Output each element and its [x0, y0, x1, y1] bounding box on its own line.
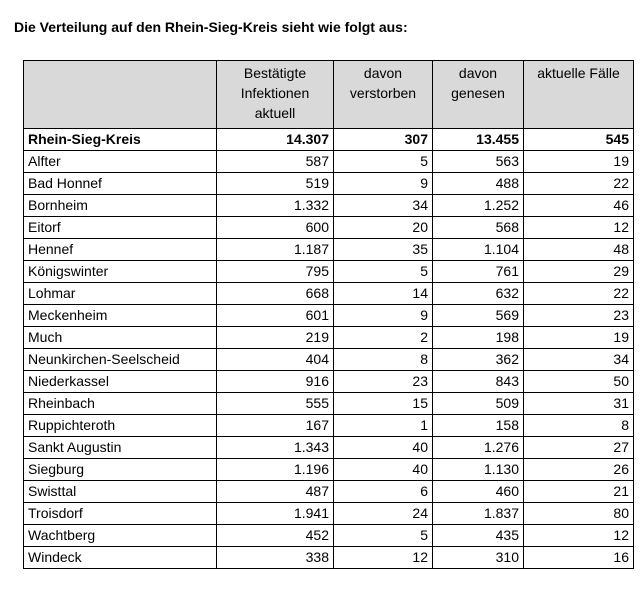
- table-row: [24, 393, 634, 415]
- cell-active: 19: [524, 151, 634, 173]
- cell-confirmed: 14.307: [217, 129, 334, 151]
- cell-confirmed: 167: [217, 415, 334, 437]
- table-header-row: [24, 61, 634, 129]
- table-row: [24, 173, 634, 195]
- cell-confirmed: 1.332: [217, 195, 334, 217]
- cell-active: 22: [524, 283, 634, 305]
- cell-confirmed: 452: [217, 525, 334, 547]
- cell-recovered: 569: [433, 305, 524, 327]
- cell-recovered: 568: [433, 217, 524, 239]
- cell-active: 26: [524, 459, 634, 481]
- table-row: [24, 327, 634, 349]
- page-title: Die Verteilung auf den Rhein-Sieg-Kreis sieht wie folgt aus:: [14, 19, 408, 35]
- cell-recovered: 460: [433, 481, 524, 503]
- cell-municipality: Bad Honnef: [24, 173, 217, 195]
- cell-municipality: Bornheim: [24, 195, 217, 217]
- cell-municipality: Much: [24, 327, 217, 349]
- cell-confirmed: 587: [217, 151, 334, 173]
- table-row: [24, 503, 634, 525]
- cell-deceased: 5: [334, 261, 433, 283]
- cell-recovered: 509: [433, 393, 524, 415]
- cell-municipality: Meckenheim: [24, 305, 217, 327]
- cell-active: 12: [524, 525, 634, 547]
- cell-municipality: Königswinter: [24, 261, 217, 283]
- table-row: [24, 305, 634, 327]
- cell-municipality: Neunkirchen-Seelscheid: [24, 349, 217, 371]
- cell-recovered: 488: [433, 173, 524, 195]
- cell-confirmed: 1.187: [217, 239, 334, 261]
- table-body: [24, 129, 634, 569]
- table-row: [24, 217, 634, 239]
- cell-active: 545: [524, 129, 634, 151]
- cell-deceased: 9: [334, 305, 433, 327]
- table-row: [24, 283, 634, 305]
- cell-active: 29: [524, 261, 634, 283]
- cell-recovered: 435: [433, 525, 524, 547]
- table-row: [24, 195, 634, 217]
- cell-deceased: 23: [334, 371, 433, 393]
- table-row: [24, 239, 634, 261]
- cell-confirmed: 519: [217, 173, 334, 195]
- cell-recovered: 310: [433, 547, 524, 569]
- cell-recovered: 1.276: [433, 437, 524, 459]
- cell-active: 48: [524, 239, 634, 261]
- table-row: [24, 459, 634, 481]
- cell-recovered: 1.252: [433, 195, 524, 217]
- cell-municipality: Sankt Augustin: [24, 437, 217, 459]
- cell-municipality: Hennef: [24, 239, 217, 261]
- cell-active: 50: [524, 371, 634, 393]
- cell-deceased: 40: [334, 437, 433, 459]
- cell-municipality: Rhein-Sieg-Kreis: [24, 129, 217, 151]
- table-row: [24, 437, 634, 459]
- cell-active: 34: [524, 349, 634, 371]
- cell-municipality: Wachtberg: [24, 525, 217, 547]
- cell-recovered: 13.455: [433, 129, 524, 151]
- cell-confirmed: 1.196: [217, 459, 334, 481]
- cell-confirmed: 600: [217, 217, 334, 239]
- cell-recovered: 761: [433, 261, 524, 283]
- cell-confirmed: 668: [217, 283, 334, 305]
- cell-active: 23: [524, 305, 634, 327]
- cell-municipality: Ruppichteroth: [24, 415, 217, 437]
- cell-confirmed: 404: [217, 349, 334, 371]
- cell-deceased: 5: [334, 525, 433, 547]
- cell-active: 8: [524, 415, 634, 437]
- cell-deceased: 5: [334, 151, 433, 173]
- infection-table: [23, 60, 634, 569]
- table-row: [24, 349, 634, 371]
- cell-confirmed: 916: [217, 371, 334, 393]
- column-header-recovered: davon genesen: [433, 61, 524, 129]
- cell-deceased: 14: [334, 283, 433, 305]
- cell-municipality: Eitorf: [24, 217, 217, 239]
- cell-confirmed: 795: [217, 261, 334, 283]
- cell-recovered: 362: [433, 349, 524, 371]
- cell-active: 21: [524, 481, 634, 503]
- cell-deceased: 40: [334, 459, 433, 481]
- cell-municipality: Niederkassel: [24, 371, 217, 393]
- table-row-total: [24, 129, 634, 151]
- table-row: [24, 371, 634, 393]
- cell-municipality: Windeck: [24, 547, 217, 569]
- cell-active: 19: [524, 327, 634, 349]
- cell-active: 22: [524, 173, 634, 195]
- cell-deceased: 307: [334, 129, 433, 151]
- cell-recovered: 1.104: [433, 239, 524, 261]
- cell-municipality: Troisdorf: [24, 503, 217, 525]
- cell-deceased: 2: [334, 327, 433, 349]
- cell-confirmed: 1.343: [217, 437, 334, 459]
- table-row: [24, 481, 634, 503]
- cell-confirmed: 555: [217, 393, 334, 415]
- cell-recovered: 1.837: [433, 503, 524, 525]
- cell-deceased: 6: [334, 481, 433, 503]
- cell-recovered: 843: [433, 371, 524, 393]
- column-header-active: aktuelle Fälle: [524, 61, 634, 129]
- cell-recovered: 632: [433, 283, 524, 305]
- cell-deceased: 9: [334, 173, 433, 195]
- cell-active: 46: [524, 195, 634, 217]
- cell-active: 12: [524, 217, 634, 239]
- cell-municipality: Alfter: [24, 151, 217, 173]
- cell-municipality: Rheinbach: [24, 393, 217, 415]
- cell-deceased: 12: [334, 547, 433, 569]
- column-header-deceased: davon verstorben: [334, 61, 433, 129]
- cell-recovered: 198: [433, 327, 524, 349]
- cell-deceased: 8: [334, 349, 433, 371]
- cell-municipality: Swisttal: [24, 481, 217, 503]
- cell-confirmed: 601: [217, 305, 334, 327]
- cell-municipality: Siegburg: [24, 459, 217, 481]
- cell-deceased: 20: [334, 217, 433, 239]
- table-row: [24, 525, 634, 547]
- cell-deceased: 15: [334, 393, 433, 415]
- cell-active: 27: [524, 437, 634, 459]
- table-row: [24, 151, 634, 173]
- column-header-confirmed: Bestätigte Infektionen aktuell: [217, 61, 334, 129]
- cell-deceased: 1: [334, 415, 433, 437]
- cell-confirmed: 338: [217, 547, 334, 569]
- table-row: [24, 547, 634, 569]
- cell-confirmed: 1.941: [217, 503, 334, 525]
- table-row: [24, 261, 634, 283]
- cell-recovered: 563: [433, 151, 524, 173]
- cell-deceased: 35: [334, 239, 433, 261]
- cell-active: 80: [524, 503, 634, 525]
- cell-recovered: 1.130: [433, 459, 524, 481]
- cell-deceased: 24: [334, 503, 433, 525]
- cell-active: 16: [524, 547, 634, 569]
- table-row: [24, 415, 634, 437]
- cell-active: 31: [524, 393, 634, 415]
- cell-confirmed: 487: [217, 481, 334, 503]
- cell-deceased: 34: [334, 195, 433, 217]
- cell-confirmed: 219: [217, 327, 334, 349]
- cell-municipality: Lohmar: [24, 283, 217, 305]
- cell-recovered: 158: [433, 415, 524, 437]
- column-header-municipality: [24, 61, 217, 129]
